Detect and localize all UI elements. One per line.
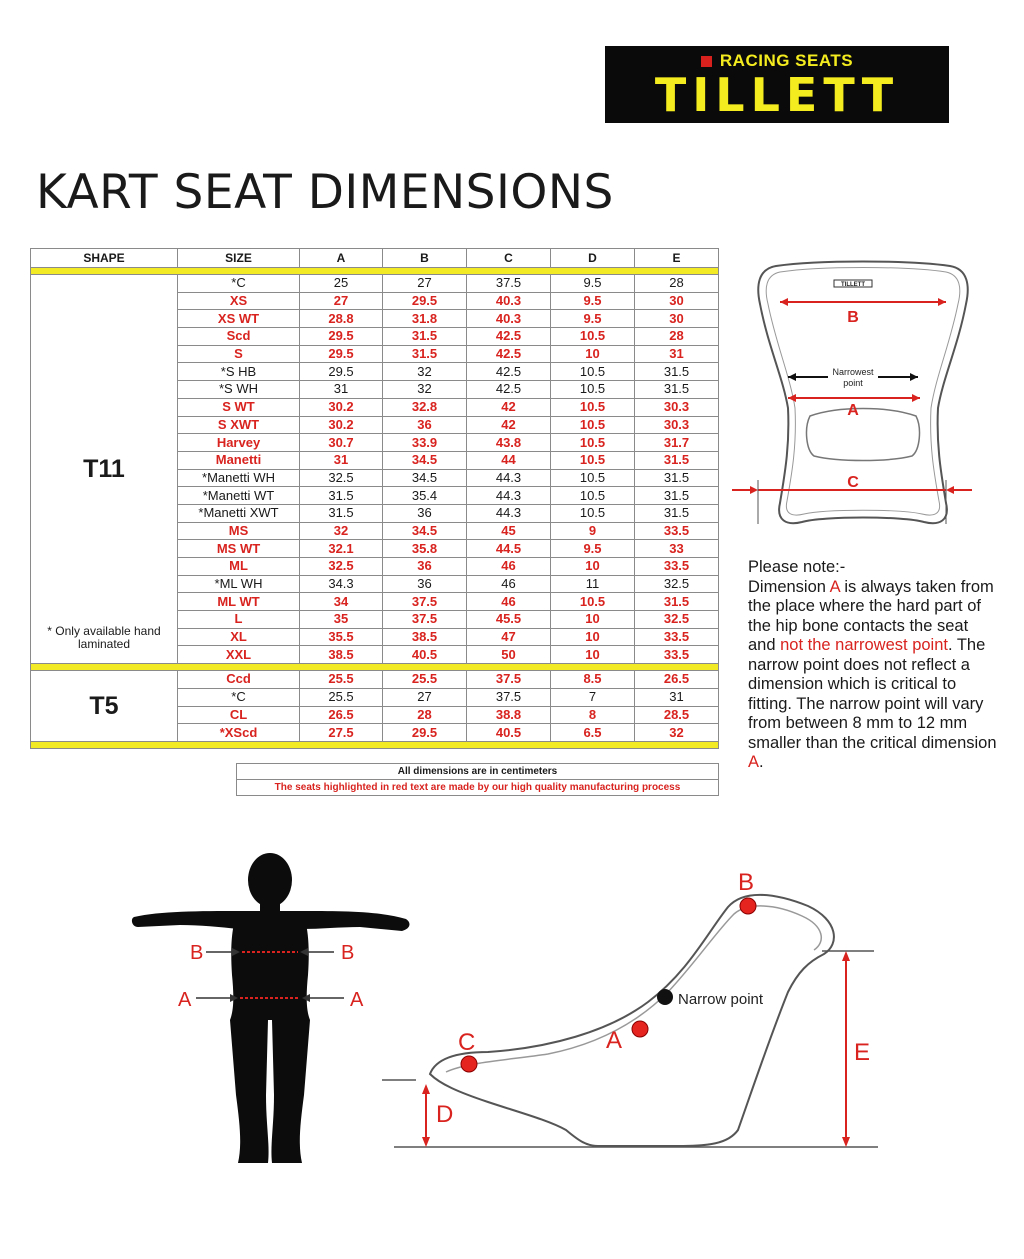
note-dim-a-1: A bbox=[829, 577, 840, 596]
table-footnote bbox=[236, 763, 719, 796]
dimension-cell-e: 30.3 bbox=[635, 416, 719, 434]
dimension-cell-d: 8 bbox=[551, 706, 635, 724]
table-header-row bbox=[31, 249, 719, 268]
dimension-cell-d: 9.5 bbox=[551, 292, 635, 310]
dimension-e-arrowhead-bottom bbox=[842, 1137, 850, 1147]
dimension-cell-d: 7 bbox=[551, 688, 635, 706]
dimension-cell-c: 42.5 bbox=[467, 345, 551, 363]
dimension-b-arrowhead-left bbox=[780, 298, 788, 306]
shape-note: * Only available hand laminated bbox=[47, 624, 161, 652]
dimension-cell-b: 31.5 bbox=[383, 328, 467, 346]
point-b-label: B bbox=[738, 869, 755, 896]
dimension-a-arrowhead-right bbox=[912, 394, 920, 402]
table-row bbox=[31, 275, 719, 293]
dimension-cell-a: 31.5 bbox=[300, 504, 383, 522]
size-cell: XXL bbox=[178, 646, 300, 664]
dimension-b-arrowhead-right bbox=[938, 298, 946, 306]
dimension-cell-b: 36 bbox=[383, 558, 467, 576]
dimension-cell-a: 35.5 bbox=[300, 628, 383, 646]
dimension-cell-a: 27.5 bbox=[300, 724, 383, 742]
dimension-cell-c: 42.5 bbox=[467, 328, 551, 346]
dimension-cell-d: 10.5 bbox=[551, 504, 635, 522]
dimension-cell-c: 47 bbox=[467, 628, 551, 646]
size-cell: Ccd bbox=[178, 671, 300, 689]
header-a: A bbox=[300, 249, 383, 268]
dimension-cell-a: 32 bbox=[300, 522, 383, 540]
narrow-point-label: Narrow point bbox=[678, 991, 764, 1008]
dimension-cell-e: 31 bbox=[635, 345, 719, 363]
dimension-cell-e: 32 bbox=[635, 724, 719, 742]
dimension-cell-b: 40.5 bbox=[383, 646, 467, 664]
dimension-cell-c: 37.5 bbox=[467, 688, 551, 706]
yellow-separator-cell bbox=[31, 664, 719, 671]
yellow-separator-cell bbox=[31, 268, 719, 275]
point-c-marker bbox=[461, 1056, 477, 1072]
note-heading: Please note:- bbox=[748, 558, 846, 576]
dimension-cell-a: 30.2 bbox=[300, 416, 383, 434]
dimension-c-arrowhead-left bbox=[750, 486, 758, 494]
dimension-cell-e: 31.5 bbox=[635, 469, 719, 487]
dimension-cell-c: 40.5 bbox=[467, 724, 551, 742]
size-cell: L bbox=[178, 611, 300, 629]
dimension-cell-b: 35.4 bbox=[383, 487, 467, 505]
tillett-logo bbox=[605, 46, 949, 123]
note-text-4: . bbox=[759, 753, 764, 771]
yellow-separator-row bbox=[31, 741, 719, 748]
size-cell: ML bbox=[178, 558, 300, 576]
table-row bbox=[31, 671, 719, 689]
dimension-cell-a: 29.5 bbox=[300, 328, 383, 346]
dimension-cell-b: 34.5 bbox=[383, 451, 467, 469]
dimension-a-label: A bbox=[847, 402, 859, 419]
dimension-cell-c: 37.5 bbox=[467, 671, 551, 689]
dimension-cell-e: 26.5 bbox=[635, 671, 719, 689]
narrowest-arrowhead-left bbox=[788, 373, 796, 381]
dimension-cell-e: 33 bbox=[635, 540, 719, 558]
dimension-cell-e: 31.5 bbox=[635, 593, 719, 611]
dimension-cell-c: 45.5 bbox=[467, 611, 551, 629]
dimension-cell-b: 29.5 bbox=[383, 724, 467, 742]
dimension-cell-d: 10.5 bbox=[551, 381, 635, 399]
dimension-cell-a: 38.5 bbox=[300, 646, 383, 664]
header-c: C bbox=[467, 249, 551, 268]
dimension-cell-b: 36 bbox=[383, 575, 467, 593]
size-cell: XL bbox=[178, 628, 300, 646]
dimension-d-label: D bbox=[436, 1101, 454, 1128]
narrow-point-marker bbox=[657, 989, 673, 1005]
dimension-cell-d: 10.5 bbox=[551, 469, 635, 487]
dimension-cell-c: 46 bbox=[467, 593, 551, 611]
size-cell: MS bbox=[178, 522, 300, 540]
dimension-cell-c: 42.5 bbox=[467, 381, 551, 399]
dimension-cell-a: 31.5 bbox=[300, 487, 383, 505]
footnote-units: All dimensions are in centimeters bbox=[237, 764, 718, 780]
dimension-cell-a: 25 bbox=[300, 275, 383, 293]
dimension-cell-d: 8.5 bbox=[551, 671, 635, 689]
yellow-separator-row bbox=[31, 268, 719, 275]
table-body bbox=[31, 268, 719, 749]
logo-subtitle: RACING SEATS bbox=[719, 51, 854, 70]
dimension-e-arrowhead-top bbox=[842, 951, 850, 961]
header-shape: SHAPE bbox=[31, 249, 178, 268]
size-cell: *XScd bbox=[178, 724, 300, 742]
body-b-label-left: B bbox=[190, 942, 204, 964]
dimension-cell-d: 10 bbox=[551, 611, 635, 629]
dimension-cell-b: 25.5 bbox=[383, 671, 467, 689]
dimension-cell-b: 32 bbox=[383, 363, 467, 381]
dimension-cell-c: 44.3 bbox=[467, 469, 551, 487]
seat-top-inner-outline bbox=[766, 268, 960, 516]
dimension-cell-e: 31.5 bbox=[635, 381, 719, 399]
dimension-cell-a: 32.5 bbox=[300, 469, 383, 487]
dimension-cell-e: 31.7 bbox=[635, 434, 719, 452]
dimension-cell-e: 31 bbox=[635, 688, 719, 706]
dimension-cell-e: 32.5 bbox=[635, 575, 719, 593]
dimension-cell-e: 31.5 bbox=[635, 363, 719, 381]
dimension-cell-d: 9 bbox=[551, 522, 635, 540]
driver-silhouette-diagram bbox=[120, 845, 420, 1165]
dimension-cell-a: 29.5 bbox=[300, 363, 383, 381]
size-cell: S WT bbox=[178, 398, 300, 416]
dimension-cell-d: 11 bbox=[551, 575, 635, 593]
size-cell: *C bbox=[178, 275, 300, 293]
dimension-cell-c: 44.5 bbox=[467, 540, 551, 558]
dimension-cell-d: 10.5 bbox=[551, 416, 635, 434]
dimension-cell-a: 35 bbox=[300, 611, 383, 629]
note-dim-a-2: A bbox=[748, 753, 760, 771]
dimension-cell-c: 42.5 bbox=[467, 363, 551, 381]
body-a-label-left: A bbox=[178, 989, 192, 1011]
dimension-cell-b: 27 bbox=[383, 275, 467, 293]
header-size: SIZE bbox=[178, 249, 300, 268]
point-a-label: A bbox=[606, 1027, 623, 1054]
dimension-cell-e: 30 bbox=[635, 292, 719, 310]
dimension-c-arrowhead-right bbox=[946, 486, 954, 494]
narrowest-label-line2: point bbox=[843, 378, 863, 388]
dimension-cell-e: 30 bbox=[635, 310, 719, 328]
dimension-cell-e: 28 bbox=[635, 275, 719, 293]
dimension-cell-e: 28 bbox=[635, 328, 719, 346]
dimension-cell-a: 29.5 bbox=[300, 345, 383, 363]
dimension-cell-d: 10 bbox=[551, 646, 635, 664]
dimension-cell-b: 37.5 bbox=[383, 611, 467, 629]
dimension-cell-a: 28.8 bbox=[300, 310, 383, 328]
dimension-cell-a: 25.5 bbox=[300, 688, 383, 706]
dimension-cell-a: 34.3 bbox=[300, 575, 383, 593]
seat-mini-logo-text: TILLETT bbox=[841, 282, 865, 288]
dimension-cell-c: 44.3 bbox=[467, 504, 551, 522]
shape-cell bbox=[31, 275, 178, 664]
yellow-separator-row bbox=[31, 664, 719, 671]
size-cell: S bbox=[178, 345, 300, 363]
dimension-cell-a: 31 bbox=[300, 381, 383, 399]
dimension-cell-a: 25.5 bbox=[300, 671, 383, 689]
body-a-label-right: A bbox=[350, 989, 364, 1011]
size-cell: Harvey bbox=[178, 434, 300, 452]
dimension-cell-c: 45 bbox=[467, 522, 551, 540]
note-text-3: . The narrow point does not reflect a dimension which is critical to fitting. The narrow point will vary from between 8 mm to 12 mm smaller than the critical dimension bbox=[748, 636, 997, 752]
seat-side-view-diagram bbox=[378, 862, 898, 1162]
dimension-cell-b: 27 bbox=[383, 688, 467, 706]
dimension-cell-d: 9.5 bbox=[551, 275, 635, 293]
dimension-cell-c: 40.3 bbox=[467, 292, 551, 310]
size-cell: *Manetti WT bbox=[178, 487, 300, 505]
size-cell: XS WT bbox=[178, 310, 300, 328]
shape-name: T5 bbox=[89, 692, 119, 720]
dimension-cell-c: 43.8 bbox=[467, 434, 551, 452]
dimension-cell-b: 28 bbox=[383, 706, 467, 724]
size-cell: *Manetti XWT bbox=[178, 504, 300, 522]
dimension-cell-b: 36 bbox=[383, 416, 467, 434]
note-text-1: Dimension bbox=[748, 577, 830, 596]
dimensions-table bbox=[30, 248, 719, 749]
seat-top-view-diagram bbox=[728, 258, 998, 533]
dimension-cell-c: 40.3 bbox=[467, 310, 551, 328]
dimension-cell-b: 31.5 bbox=[383, 345, 467, 363]
dimension-cell-b: 33.9 bbox=[383, 434, 467, 452]
dimension-cell-d: 9.5 bbox=[551, 310, 635, 328]
size-cell: MS WT bbox=[178, 540, 300, 558]
dimension-cell-c: 42 bbox=[467, 398, 551, 416]
point-b-marker bbox=[740, 898, 756, 914]
point-a-marker bbox=[632, 1021, 648, 1037]
dimension-cell-b: 34.5 bbox=[383, 469, 467, 487]
dimension-cell-b: 35.8 bbox=[383, 540, 467, 558]
header-e: E bbox=[635, 249, 719, 268]
note-body bbox=[748, 578, 998, 773]
dimension-cell-b: 31.8 bbox=[383, 310, 467, 328]
logo-brand: TILLETT bbox=[654, 68, 900, 122]
dimension-cell-c: 50 bbox=[467, 646, 551, 664]
shape-name: T11 bbox=[83, 455, 125, 484]
dimension-cell-c: 38.8 bbox=[467, 706, 551, 724]
header-d: D bbox=[551, 249, 635, 268]
dimension-cell-d: 10 bbox=[551, 345, 635, 363]
dimension-cell-d: 6.5 bbox=[551, 724, 635, 742]
note-not-narrowest: not the narrowest point bbox=[780, 636, 948, 654]
note-text-2: is always taken from the place where the hard part of the hip bone contacts the seat and bbox=[748, 577, 994, 654]
narrowest-arrowhead-right bbox=[910, 373, 918, 381]
dimension-cell-a: 30.7 bbox=[300, 434, 383, 452]
dimension-cell-d: 10.5 bbox=[551, 328, 635, 346]
dimension-cell-e: 31.5 bbox=[635, 451, 719, 469]
dimension-cell-d: 10.5 bbox=[551, 398, 635, 416]
dimension-d-arrowhead-top bbox=[422, 1084, 430, 1094]
dimension-cell-d: 10.5 bbox=[551, 363, 635, 381]
size-cell: Scd bbox=[178, 328, 300, 346]
size-cell: *S WH bbox=[178, 381, 300, 399]
dimension-d-arrowhead-bottom bbox=[422, 1137, 430, 1147]
dimension-cell-c: 44.3 bbox=[467, 487, 551, 505]
narrowest-label-line1: Narrowest bbox=[832, 367, 874, 377]
size-cell: CL bbox=[178, 706, 300, 724]
dimension-cell-d: 10.5 bbox=[551, 451, 635, 469]
dimension-cell-c: 37.5 bbox=[467, 275, 551, 293]
dimension-b-label: B bbox=[847, 309, 859, 326]
dimension-cell-a: 26.5 bbox=[300, 706, 383, 724]
dimension-cell-c: 44 bbox=[467, 451, 551, 469]
dimension-cell-e: 33.5 bbox=[635, 558, 719, 576]
dimension-cell-d: 10.5 bbox=[551, 487, 635, 505]
dimension-cell-e: 30.3 bbox=[635, 398, 719, 416]
dimension-cell-d: 10.5 bbox=[551, 593, 635, 611]
size-cell: Manetti bbox=[178, 451, 300, 469]
dimension-cell-a: 32.5 bbox=[300, 558, 383, 576]
dimension-cell-c: 42 bbox=[467, 416, 551, 434]
dimension-cell-c: 46 bbox=[467, 575, 551, 593]
dimension-cell-e: 31.5 bbox=[635, 487, 719, 505]
dimension-cell-b: 37.5 bbox=[383, 593, 467, 611]
size-cell: S XWT bbox=[178, 416, 300, 434]
dimension-cell-b: 36 bbox=[383, 504, 467, 522]
size-cell: ML WT bbox=[178, 593, 300, 611]
shape-cell bbox=[31, 671, 178, 742]
dimension-cell-b: 32.8 bbox=[383, 398, 467, 416]
dimension-cell-b: 38.5 bbox=[383, 628, 467, 646]
dimension-e-label: E bbox=[854, 1039, 871, 1066]
dimension-c-label: C bbox=[847, 474, 859, 491]
header-b: B bbox=[383, 249, 467, 268]
dimension-cell-d: 10 bbox=[551, 628, 635, 646]
body-b-label-right: B bbox=[341, 942, 355, 964]
yellow-separator-cell bbox=[31, 741, 719, 748]
dimension-cell-a: 30.2 bbox=[300, 398, 383, 416]
please-note-block bbox=[748, 558, 998, 773]
dimension-cell-e: 33.5 bbox=[635, 646, 719, 664]
point-c-label: C bbox=[458, 1029, 476, 1056]
page-title: KART SEAT DIMENSIONS bbox=[36, 165, 614, 220]
size-cell: *Manetti WH bbox=[178, 469, 300, 487]
dimension-cell-c: 46 bbox=[467, 558, 551, 576]
dimension-cell-b: 29.5 bbox=[383, 292, 467, 310]
logo-red-square bbox=[701, 56, 712, 67]
dimension-cell-a: 34 bbox=[300, 593, 383, 611]
size-cell: XS bbox=[178, 292, 300, 310]
silhouette-body bbox=[132, 853, 410, 1163]
dimension-cell-e: 28.5 bbox=[635, 706, 719, 724]
dimension-cell-e: 32.5 bbox=[635, 611, 719, 629]
dimension-cell-b: 32 bbox=[383, 381, 467, 399]
dimension-cell-e: 33.5 bbox=[635, 522, 719, 540]
dimension-cell-a: 32.1 bbox=[300, 540, 383, 558]
dimension-cell-e: 31.5 bbox=[635, 504, 719, 522]
seat-top-cutout bbox=[807, 409, 920, 461]
size-cell: *S HB bbox=[178, 363, 300, 381]
dimension-cell-b: 34.5 bbox=[383, 522, 467, 540]
dimension-cell-a: 27 bbox=[300, 292, 383, 310]
size-cell: *ML WH bbox=[178, 575, 300, 593]
dimension-cell-e: 33.5 bbox=[635, 628, 719, 646]
dimension-cell-a: 31 bbox=[300, 451, 383, 469]
dimension-cell-d: 10 bbox=[551, 558, 635, 576]
dimension-cell-d: 10.5 bbox=[551, 434, 635, 452]
dimension-cell-d: 9.5 bbox=[551, 540, 635, 558]
footnote-red-note: The seats highlighted in red text are made by our high quality manufacturing process bbox=[274, 782, 681, 793]
size-cell: *C bbox=[178, 688, 300, 706]
